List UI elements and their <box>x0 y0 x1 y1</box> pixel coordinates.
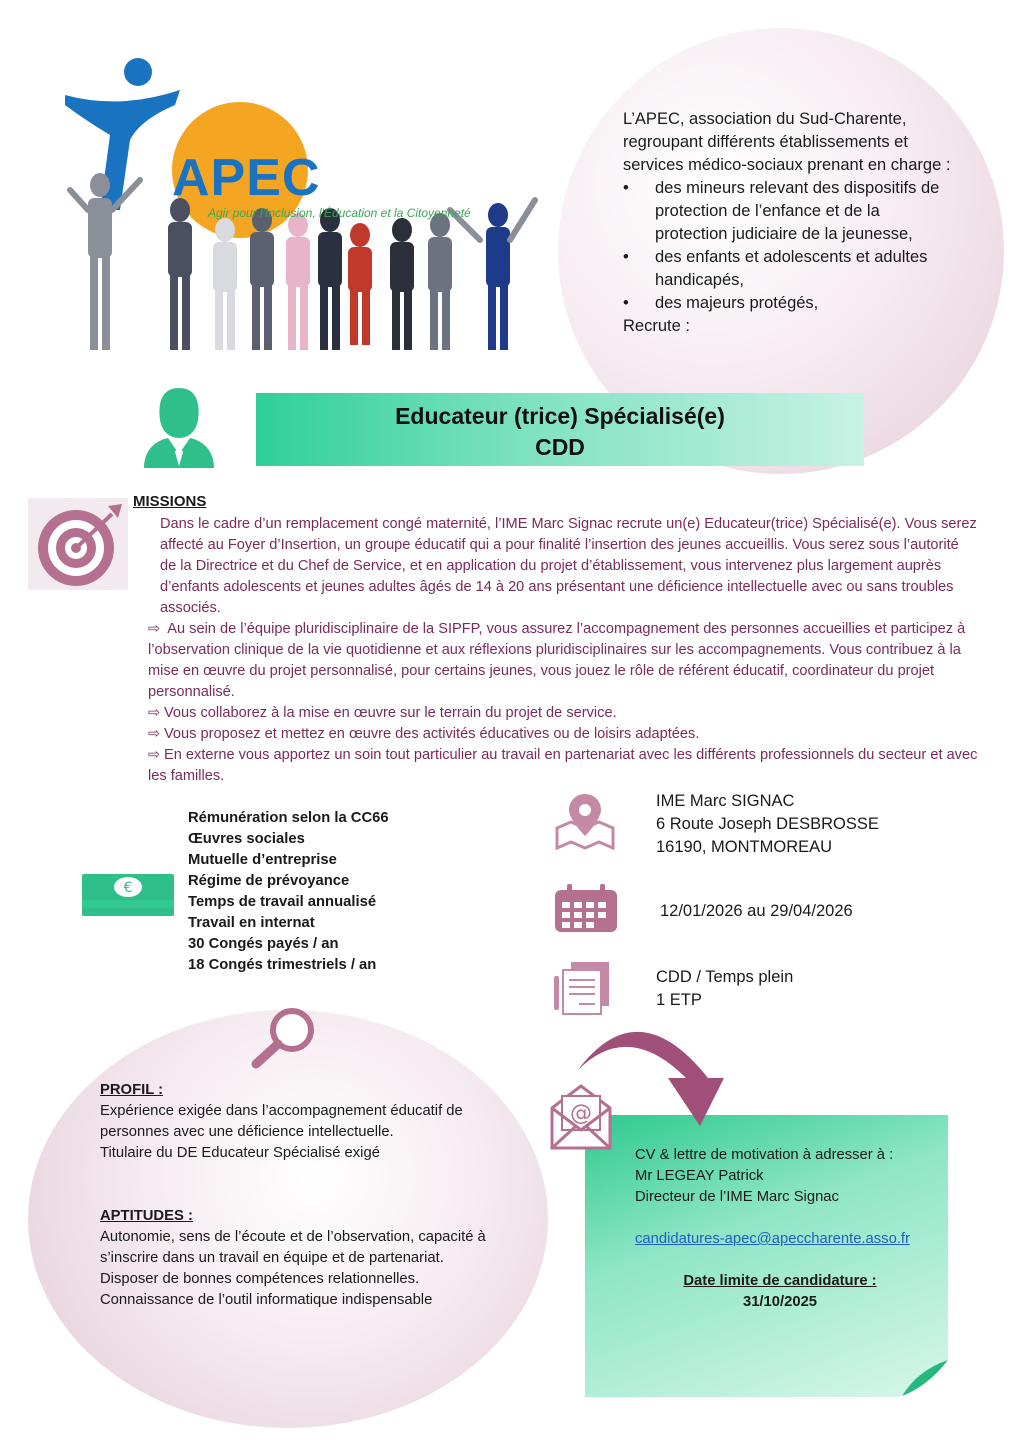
intro-bullet: • des enfants et adolescents et adultes handicapés, <box>623 248 928 289</box>
page-curl-corner <box>898 1360 948 1398</box>
email-icon <box>548 1078 614 1150</box>
contract-document-icon <box>553 962 611 1016</box>
aptitudes-heading: APTITUDES : <box>100 1208 193 1224</box>
location-street: 6 Route Joseph DESBROSSE <box>656 815 879 833</box>
mission-item: ⇨ Vous proposez et mettez en œuvre des activités éducatives ou de loisirs adaptées. <box>148 724 978 745</box>
intro-bullet: • des majeurs protégés, <box>623 294 819 312</box>
aptitude-line: Connaissance de l’outil informatique indispensable <box>100 1292 433 1308</box>
mission-item: ⇨ En externe vous apportez un soin tout particulier au travail en partenariat avec les différents professionnels du secteur et avec les familles. <box>148 747 978 784</box>
intro-paragraph: L’APEC, association du Sud-Charente, regroupant différents établissements et services médico-sociaux prenant en charge : <box>623 110 951 174</box>
application-text <box>635 1145 935 1313</box>
application-intro: CV & lettre de motivation à adresser à : <box>635 1147 894 1163</box>
benefit-item: 18 Congés trimestriels / an <box>188 957 377 973</box>
benefit-item: 30 Congés payés / an <box>188 936 339 952</box>
job-contract-type: CDD <box>535 434 585 460</box>
logo-wordmark: APEC <box>172 149 321 207</box>
target-icon <box>28 498 128 590</box>
money-icon <box>80 872 176 918</box>
job-title: Educateur (trice) Spécialisé(e) <box>395 403 725 429</box>
benefit-item: Temps de travail annualisé <box>188 894 377 910</box>
benefit-item: Rémunération selon la CC66 <box>188 810 389 826</box>
mission-item: ⇨ Vous collaborez à la mise en œuvre sur le terrain du projet de service. <box>148 703 978 724</box>
magnifier-icon <box>250 1006 318 1070</box>
missions-block <box>148 514 978 787</box>
benefit-item: Travail en internat <box>188 915 315 931</box>
svg-text:€: € <box>123 880 133 896</box>
map-pin-icon <box>553 792 617 850</box>
recruits-label: Recrute : <box>623 317 690 335</box>
arrow-right-icon: ⇨ <box>148 705 161 721</box>
logo-tagline: Agir pour l'Inclusion, l'Éducation et la Citoyenneté <box>208 206 471 220</box>
contract-block <box>656 966 793 1012</box>
arrow-right-icon: ⇨ <box>148 747 161 763</box>
benefit-item: Œuvres sociales <box>188 831 305 847</box>
profile-block <box>100 1080 520 1311</box>
contact-role: Directeur de l’IME Marc Signac <box>635 1189 839 1205</box>
arrow-right-icon: ⇨ <box>148 726 161 742</box>
profil-line: Expérience exigée dans l’accompagnement éducatif de personnes avec une déficience intellectuelle. <box>100 1103 463 1140</box>
aptitude-line: Disposer de bonnes compétences relationnelles. <box>100 1271 420 1287</box>
contract-dates: 12/01/2026 au 29/04/2026 <box>660 902 853 920</box>
job-title-banner <box>256 393 864 466</box>
benefit-item: Mutuelle d’entreprise <box>188 852 337 868</box>
profil-line: Titulaire du DE Educateur Spécialisé exigé <box>100 1145 380 1161</box>
intro-bullet: • des mineurs relevant des dispositifs de protection de l’enfance et de la protection judiciaire de la jeunesse, <box>623 179 940 243</box>
location-name: IME Marc SIGNAC <box>656 792 795 810</box>
benefits-list <box>188 808 389 976</box>
contact-name: Mr LEGEAY Patrick <box>635 1168 764 1184</box>
mission-item: ⇨ Au sein de l’équipe pluridisciplinaire de la SIPFP, vous assurez l’accompagnement des personnes accueillies et participez à l’observation clinique de la vie quotidienne et aux réflexions pluridisciplinaires sur les accompagnements. Vous contribuez à la mise en œuvre du projet personnalisé, pour certains jeunes, vous jouez le rôle de référent éducatif, coordinateur du projet personnalisé. <box>148 621 966 700</box>
person-icon <box>138 382 220 468</box>
aptitude-line: Autonomie, sens de l’écoute et de l’observation, capacité à s’inscrire dans un travail en équipe et de partenariat. <box>100 1229 486 1266</box>
application-email-link[interactable]: candidatures-apec@apeccharente.asso.fr <box>635 1231 910 1247</box>
intro-text-block <box>623 108 953 338</box>
contract-etp: 1 ETP <box>656 991 702 1009</box>
deadline-label: Date limite de candidature : <box>683 1273 877 1289</box>
location-block <box>656 790 879 859</box>
missions-heading: MISSIONS <box>133 493 207 510</box>
profil-heading: PROFIL : <box>100 1082 164 1098</box>
svg-text:@: @ <box>570 1101 592 1126</box>
missions-intro: Dans le cadre d’un remplacement congé maternité, l’IME Marc Signac recrute un(e) Educateur(trice) Spécialisé(e). Vous serez affecté au Foyer d’Insertion, un groupe éducatif qui a pour finalité l’insertion des jeunes accueillis. Vous serez sous l’autorité de la Directrice et du Chef de Service, et en application du projet d’établissement, vous intervenez plus largement auprès d’enfants adolescents et jeunes adultes âgés de 14 à 20 ans présentant une déficience intellectuelle avec ou sans troubles associés. <box>160 516 977 616</box>
calendar-icon <box>553 884 619 934</box>
contract-type: CDD / Temps plein <box>656 968 794 986</box>
location-city: 16190, MONTMOREAU <box>656 838 833 856</box>
arrow-right-icon: ⇨ <box>148 621 161 637</box>
benefit-item: Régime de prévoyance <box>188 873 350 889</box>
deadline-date: 31/10/2025 <box>742 1294 818 1310</box>
